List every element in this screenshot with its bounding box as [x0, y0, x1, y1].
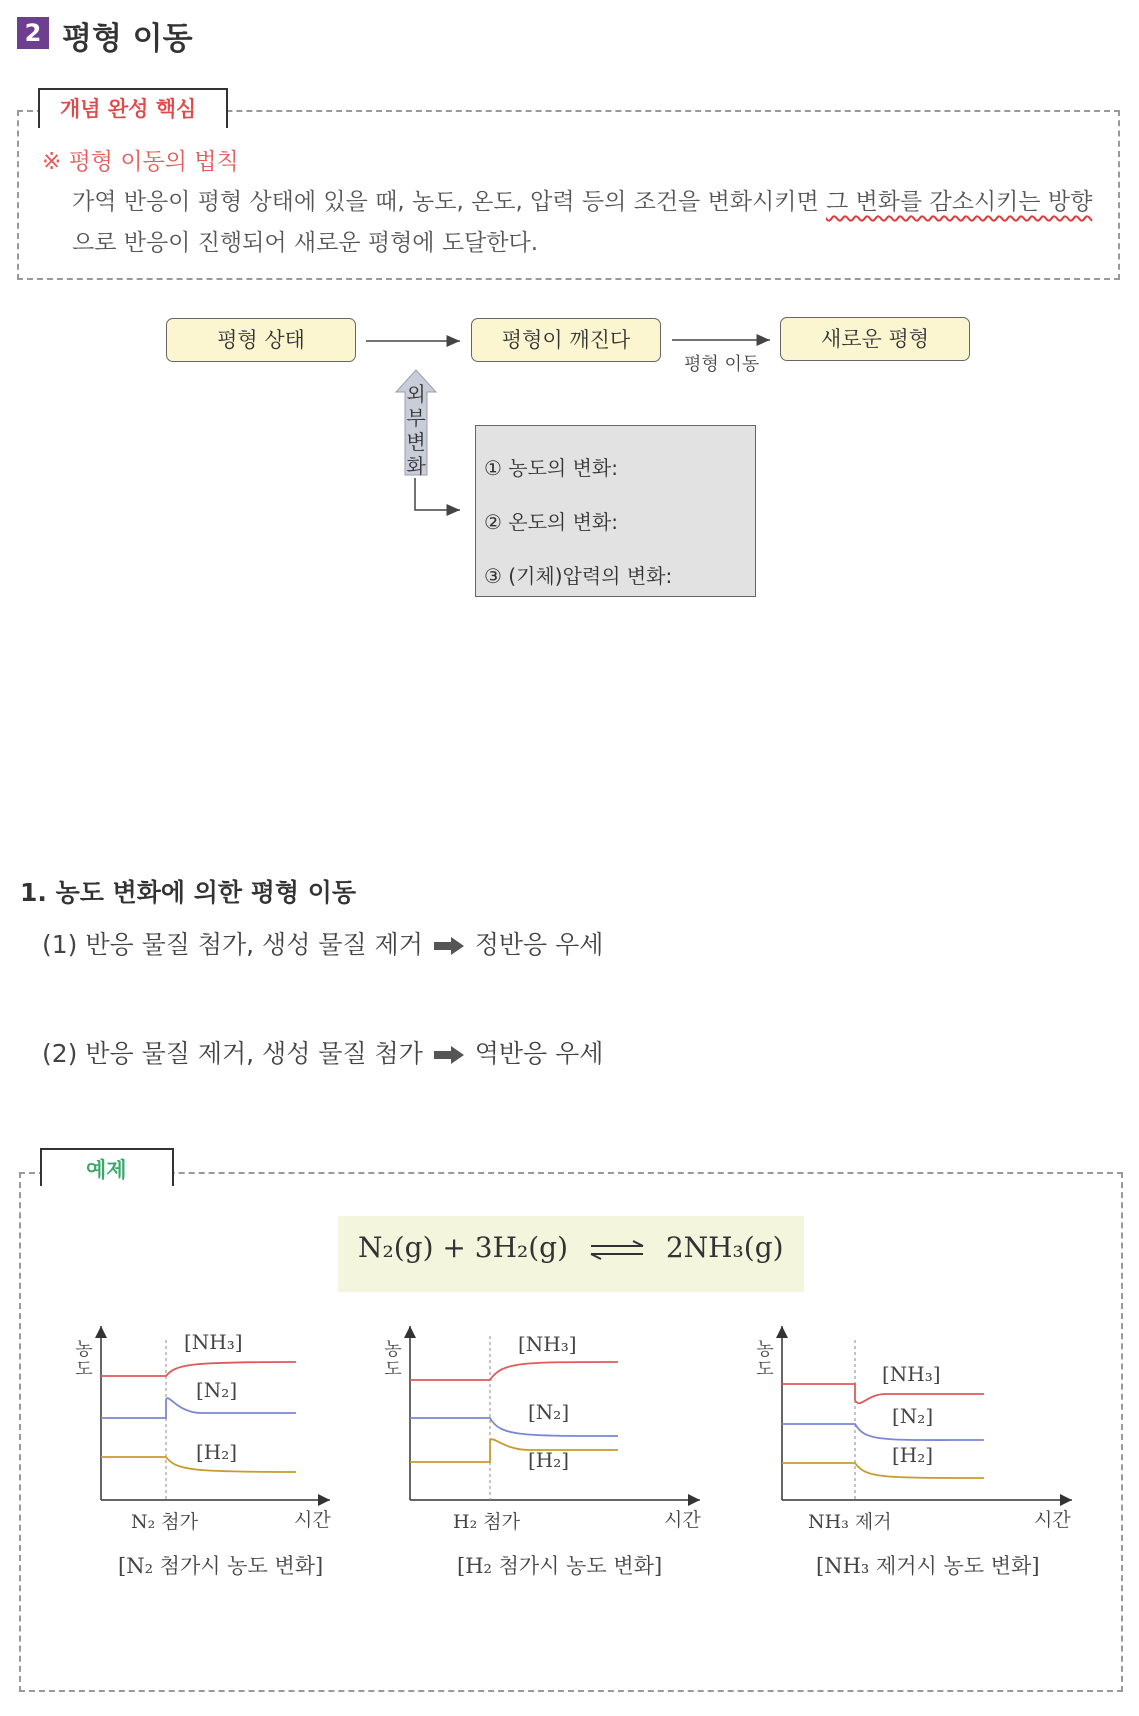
change-temperature: ② 온도의 변화: [484, 510, 618, 534]
graph1-caption: [N₂ 첨가시 농도 변화] [118, 1554, 324, 1578]
graph3-x-label: 시간 [1034, 1509, 1071, 1531]
graph3-y-label: 농도 [756, 1339, 774, 1380]
flow-arrow-label: 평형 이동 [684, 354, 760, 375]
graph3-n2-line [782, 1424, 984, 1440]
graph1-event-label: N₂ 첨가 [131, 1511, 198, 1533]
graph3-event-label: NH₃ 제거 [808, 1511, 892, 1533]
graph2-y-label: 농도 [384, 1339, 402, 1380]
example-tab-label: 예제 [86, 1158, 127, 1182]
graph1-y-label: 농도 [75, 1339, 93, 1380]
arrow-right-icon [431, 930, 467, 959]
graph3-nh3-label: [NH₃] [882, 1362, 941, 1386]
flow-box-broken: 평형이 깨진다 [471, 318, 661, 362]
graph2-caption: [H₂ 첨가시 농도 변화] [457, 1554, 663, 1578]
graph3-n2-label: [N₂] [892, 1404, 934, 1428]
external-change-label: 외부변화 [406, 382, 426, 478]
change-concentration: ① 농도의 변화: [484, 456, 618, 480]
equation [358, 1231, 784, 1264]
graph1-h2-label: [H₂] [196, 1440, 238, 1464]
graph2-nh3-label: [NH₃] [518, 1332, 577, 1356]
graph2-h2-line [410, 1439, 618, 1462]
graph1-nh3-line [101, 1362, 296, 1376]
section-title: 평형 이동 [62, 21, 193, 57]
item-2-left: (2) 반응 물질 제거, 생성 물질 첨가 [42, 1039, 423, 1068]
item-2 [42, 1034, 603, 1070]
graph2-h2-label: [H₂] [528, 1448, 570, 1472]
section-number-badge: 2 [17, 17, 49, 49]
graph1-nh3-label: [NH₃] [184, 1330, 243, 1354]
flow-box-new-equilibrium: 새로운 평형 [780, 317, 970, 361]
flow-box-equilibrium: 평형 상태 [166, 318, 356, 362]
graph3-nh3-line [782, 1384, 984, 1403]
graph2-x-label: 시간 [664, 1509, 701, 1531]
item-1-right: 정반응 우세 [474, 930, 604, 959]
graph1-x-label: 시간 [294, 1509, 331, 1531]
law-text-plain: 가역 반응이 평형 상태에 있을 때, 농도, 온도, 압력 등의 조건을 변화시키면 [72, 189, 826, 215]
graph3-caption: [NH₃ 제거시 농도 변화] [816, 1554, 1040, 1578]
law-title: ※ 평형 이동의 법칙 [42, 149, 239, 175]
equation-right: 2NH₃(g) [665, 1231, 784, 1264]
law-text-underlined: 그 변화를 감소시키는 방향 [826, 189, 1093, 215]
arrow-to-changes [415, 478, 460, 510]
graph2-nh3-line [410, 1362, 618, 1380]
item-2-right: 역반응 우세 [474, 1039, 604, 1068]
graph2-event-label: H₂ 첨가 [453, 1511, 520, 1533]
equation-left: N₂(g) + 3H₂(g) [358, 1231, 568, 1264]
graph2-n2-line [410, 1418, 618, 1436]
change-pressure: ③ (기체)압력의 변화: [484, 564, 673, 588]
concept-tab-label: 개념 완성 핵심 [60, 97, 197, 121]
graph3-h2-line [782, 1463, 984, 1478]
item-1-left: (1) 반응 물질 첨가, 생성 물질 제거 [42, 930, 423, 959]
graph3-h2-label: [H₂] [892, 1443, 934, 1467]
item-1 [42, 925, 603, 961]
graph1-n2-label: [N₂] [196, 1378, 238, 1402]
concentration-heading: 1. 농도 변화에 의한 평형 이동 [20, 878, 357, 907]
law-text-line2: 으로 반응이 진행되어 새로운 평형에 도달한다. [72, 230, 539, 256]
graph2-n2-label: [N₂] [528, 1400, 570, 1424]
arrow-right-icon [431, 1039, 467, 1068]
equilibrium-arrows-icon [577, 1231, 657, 1264]
